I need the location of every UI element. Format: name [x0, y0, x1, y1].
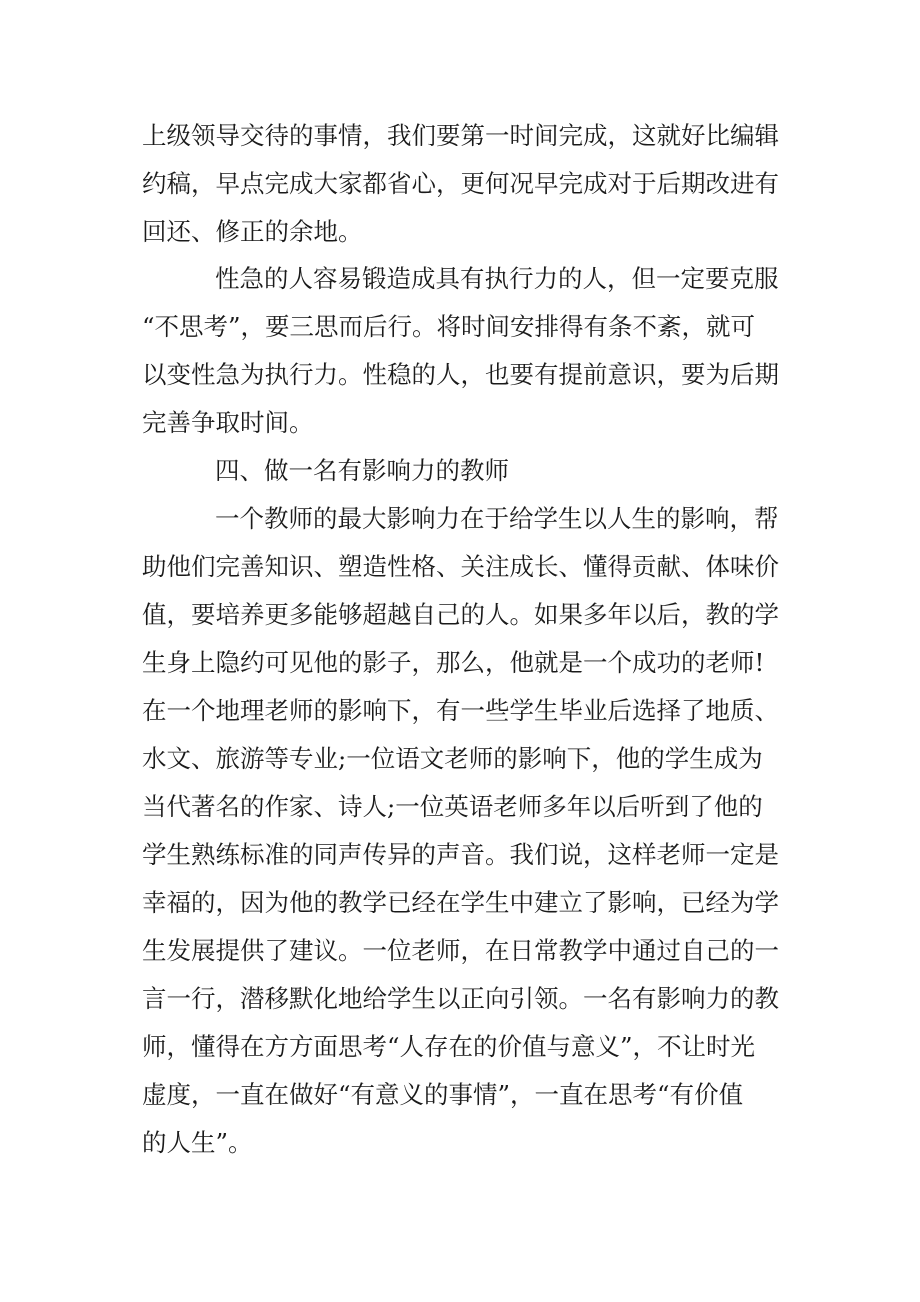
text-line: 以变性急为执行力。性稳的人，也要有提前意识，要为后期: [142, 360, 779, 389]
text-line: 在一个地理老师的影响下，有一些学生毕业后选择了地质、: [142, 696, 779, 725]
text-line: 上级领导交待的事情，我们要第一时间完成，这就好比编辑: [142, 121, 779, 150]
paragraph-first-line: 性急的人容易锻造成具有执行力的人，但一定要克服: [215, 264, 779, 293]
text-line: 值，要培养更多能够超越自己的人。如果多年以后，教的学: [142, 600, 779, 629]
text-line: 生发展提供了建议。一位老师，在日常教学中通过自己的一: [142, 936, 779, 965]
paragraph-first-line: 一个教师的最大影响力在于给学生以人生的影响，帮: [215, 504, 779, 533]
text-line: 水文、旅游等专业;一位语文老师的影响下，他的学生成为: [142, 744, 763, 773]
text-line: 的人生”。: [142, 1128, 253, 1157]
section-heading: 四、做一名有影响力的教师: [215, 456, 509, 485]
text-line: 回还、修正的余地。: [142, 217, 363, 246]
text-line: 助他们完善知识、塑造性格、关注成长、懂得贡献、体味价: [142, 552, 779, 581]
text-line: 当代著名的作家、诗人;一位英语老师多年以后听到了他的: [142, 792, 763, 821]
text-line: 师，懂得在方方面思考“人存在的价值与意义”，不让时光: [142, 1032, 756, 1061]
text-line: 完善争取时间。: [142, 408, 314, 437]
text-line: “不思考”，要三思而后行。将时间安排得有条不紊，就可: [142, 312, 756, 341]
text-line: 幸福的，因为他的教学已经在学生中建立了影响，已经为学: [142, 888, 779, 917]
text-line: 生身上隐约可见他的影子，那么，他就是一个成功的老师!: [142, 648, 765, 677]
text-line: 虚度，一直在做好“有意义的事情”，一直在思考“有价值: [142, 1080, 744, 1109]
text-line: 言一行，潜移默化地给学生以正向引领。一名有影响力的教: [142, 984, 779, 1013]
text-line: 学生熟练标准的同声传异的声音。我们说，这样老师一定是: [142, 840, 779, 869]
text-line: 约稿，早点完成大家都省心，更何况早完成对于后期改进有: [142, 169, 779, 198]
